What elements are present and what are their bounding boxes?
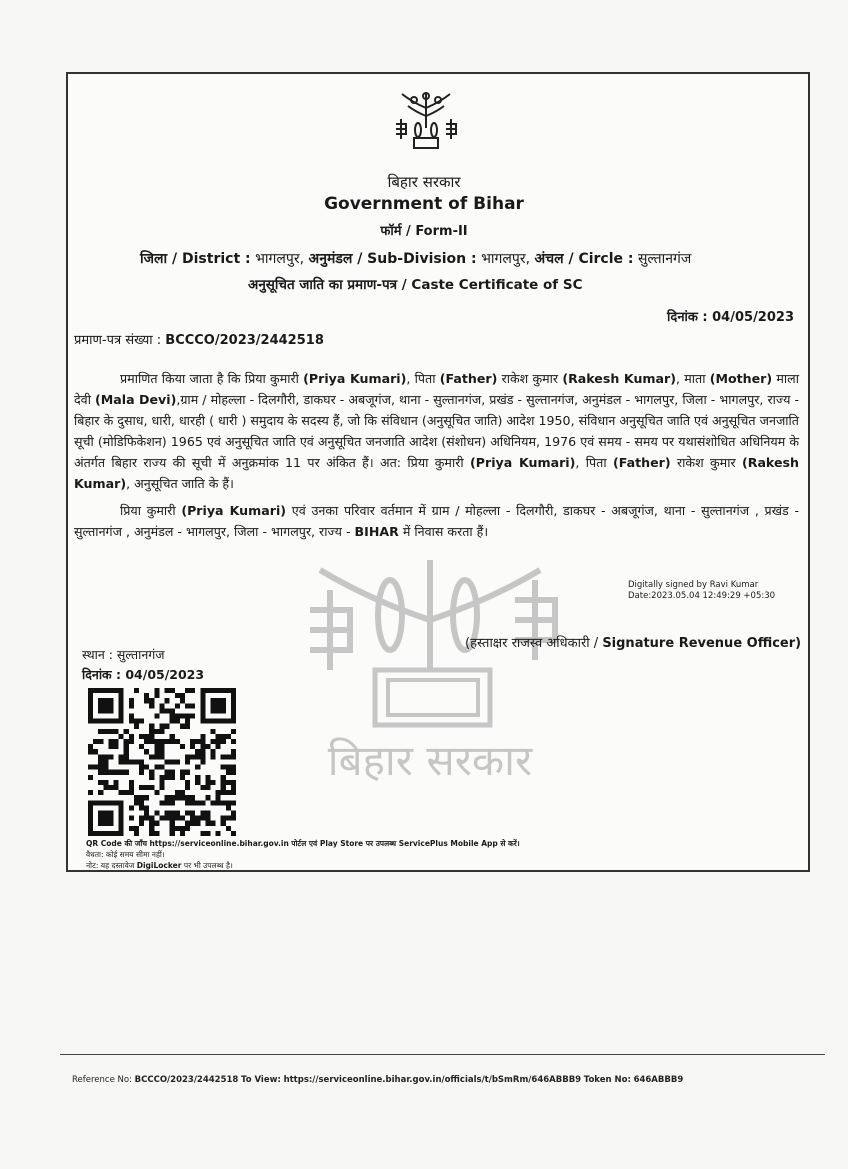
p2-text-a: प्रिया कुमारी [120, 503, 176, 518]
district-label: जिला / District : [140, 251, 251, 267]
signature-line [465, 633, 801, 651]
p2-text-c: में निवास करता हैं। [402, 524, 489, 539]
form-label: फॉर्म / Form-II [380, 224, 468, 239]
p1-text-i: , अनुसूचित जाति के हैं। [126, 476, 234, 491]
p2-text-b: एवं उनका परिवार वर्तमान में ग्राम / मोहल्ला - दिलगौरी, डाकघर - अबजूगंज, थाना - सुल्तानगंज , प्रखंड - सुल्तानगंज , अनुमंडल - भागलपुर, जिला - भागलपुर, राज्य - [74, 503, 800, 539]
govt-title-english: Government of Bihar [324, 194, 524, 214]
footer-ref-label: Reference No: [72, 1075, 132, 1085]
footer-token: 646ABBB9 [633, 1075, 684, 1085]
note-qr [86, 838, 520, 849]
issue-date-top: दिनांक : 04/05/2023 [667, 310, 794, 325]
p1-father-tag: (Father) [439, 371, 498, 386]
note-digilocker [86, 860, 520, 871]
location-line [140, 249, 740, 268]
issue-date-bottom: दिनांक : 04/05/2023 [82, 667, 205, 682]
place-label: स्थान : सुल्तानगंज [82, 647, 165, 662]
certificate-number: BCCCO/2023/2442518 [165, 333, 324, 348]
subdivision-label: अनुमंडल / Sub-Division : [308, 251, 477, 267]
p2-name: (Priya Kumari) [181, 503, 287, 518]
note-qr-url: https://serviceonline.bihar.gov.in [149, 839, 289, 848]
p1-name2: (Priya Kumari) [470, 455, 576, 470]
bihar-emblem-watermark [280, 560, 580, 790]
digital-signature-by: Digitally signed by Ravi Kumar [628, 580, 759, 590]
certificate-title: अनुसूचित जाति का प्रमाण-पत्र / Caste Certificate of SC [248, 277, 583, 293]
footer-token-label: Token No: [583, 1075, 631, 1085]
footer-divider [60, 1054, 825, 1055]
signature-hindi: (हस्ताक्षर राजस्व अधिकारी / [465, 636, 599, 651]
digital-signature [628, 580, 775, 602]
certificate-number-line [74, 330, 324, 348]
footer-view-url: https://serviceonline.bihar.gov.in/officials/t/bSmRm/646ABBB9 [283, 1075, 582, 1085]
note-validity: वैधता: कोई समय सीमा नहीं। [86, 850, 165, 859]
p1-text-e: माला देवी [74, 371, 799, 407]
p1-mother-tag: (Mother) [709, 371, 773, 386]
subdivision-value: भागलपुर, [481, 251, 531, 267]
p1-text-d: , माता [676, 371, 706, 386]
p1-mother-name: (Mala Devi) [95, 392, 177, 407]
residence-paragraph [74, 500, 799, 542]
p1-text-g: , पिता [575, 455, 607, 470]
p1-text-c: राकेश कुमार [501, 371, 559, 386]
footer-ref: BCCCO/2023/2442518 [134, 1075, 239, 1085]
digital-signature-date: Date:2023.05.04 12:49:29 +05:30 [628, 591, 776, 601]
note-dl-a: नोट: यह दस्तावेज [86, 861, 135, 870]
certification-paragraph [74, 368, 799, 494]
p1-father-tag2: (Father) [612, 455, 671, 470]
p1-text-f: ,ग्राम / मोहल्ला - दिलगौरी, डाकघर - अबजूगंज, थाना - सुल्तानगंज, प्रखंड - सुल्तानगंज, अनुमंडल - भागलपुर, जिला - भागलपुर, राज्य - बिहार के दुसाध, धारी, धारही ( धारी ) समुदाय के सदस्य हैं, जो कि संविधान (अनुसूचित जाति) आदेश 1950, संविधान अनुसूचित जाति एवं अनुसूचित जनजाति सूची (मोडिफिकेशन) 1965 एवं अनुसूचित जाति एवं अनुसूचित जनजाति आदेश (संशोधन) अधिनियम, 1976 एवं समय - समय पर यथासंशोधित अधिनियम के अंतर्गत बिहार राज्य की सूची में अनुक्रमांक 11 पर अंकित हैं। अत: प्रिया कुमारी [74, 392, 799, 470]
qr-code [88, 688, 236, 836]
place-date-block [82, 645, 204, 685]
watermark-text: बिहार सरकार [327, 736, 533, 785]
footer-view-label: To View: [241, 1075, 281, 1085]
p2-state: BIHAR [354, 524, 399, 539]
note-dl-b: DigiLocker [136, 861, 182, 870]
signature-english: Signature Revenue Officer) [602, 636, 802, 651]
footer-reference [72, 1075, 683, 1085]
p1-text-h: राकेश कुमार [676, 455, 736, 470]
p1-text-b: , पिता [406, 371, 436, 386]
note-dl-c: पर भी उपलब्ध है। [183, 861, 233, 870]
p1-father-name2: (Rakesh Kumar) [74, 455, 799, 491]
note-qr-a: QR Code की जाँच [86, 839, 148, 848]
circle-value: सुल्तानगंज [637, 251, 692, 267]
p1-father-name: (Rakesh Kumar) [562, 371, 677, 386]
circle-label: अंचल / Circle : [534, 251, 634, 267]
govt-title-hindi: बिहार सरकार [387, 173, 461, 191]
p1-name: (Priya Kumari) [303, 371, 407, 386]
certificate-number-label: प्रमाण-पत्र संख्या : [74, 333, 162, 348]
district-value: भागलपुर, [255, 251, 305, 267]
bihar-emblem-logo [390, 90, 462, 152]
note-qr-b: पोर्टल एवं Play Store पर उपलब्ध ServicePlus Mobile App से करें। [291, 839, 520, 848]
notes-block [86, 838, 520, 871]
p1-text-a: प्रमाणित किया जाता है कि प्रिया कुमारी [120, 371, 299, 386]
